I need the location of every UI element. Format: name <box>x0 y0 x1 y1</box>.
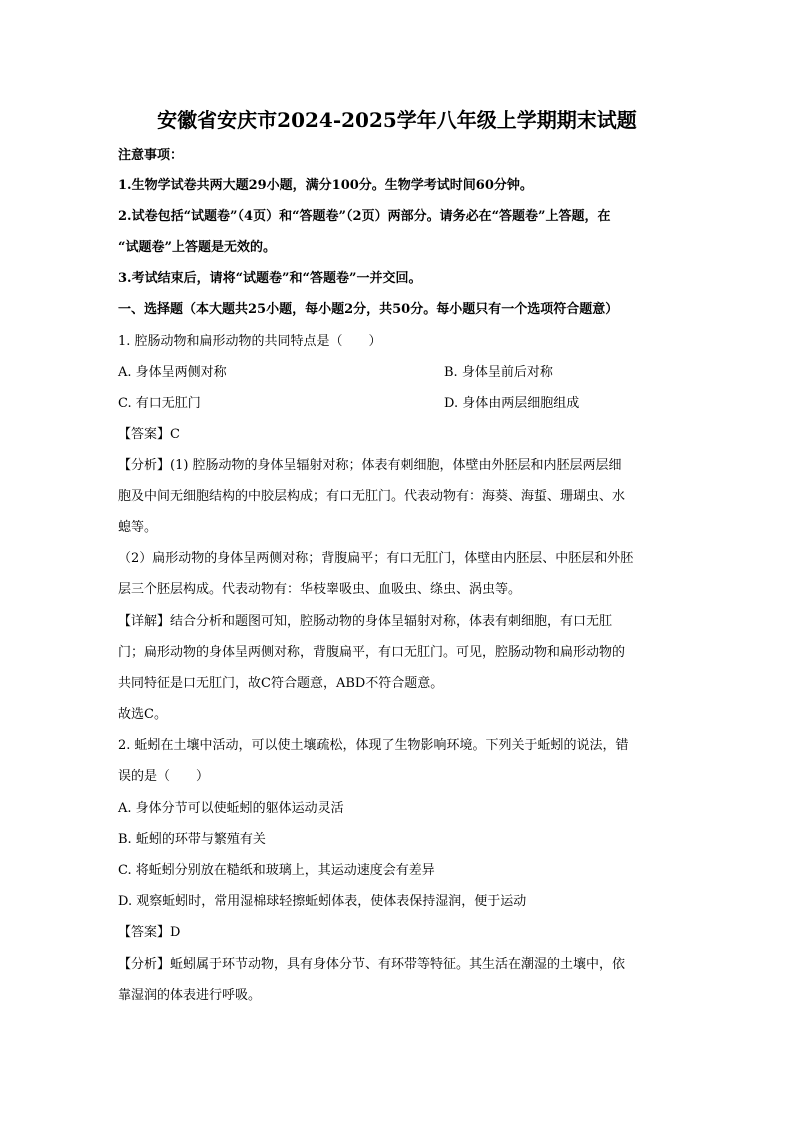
question-1-analysis-line: 层三个胚层构成。代表动物有：华枝睾吸虫、血吸虫、绦虫、涡虫等。 <box>118 582 522 597</box>
notice-item-1: 1.生物学试卷共两大题29小题，满分100分。生物学考试时间60分钟。 <box>118 178 533 193</box>
question-1-stem: 1. 腔肠动物和扁形动物的共同特点是（ ） <box>118 334 382 349</box>
question-2-option-a: A. 身体分节可以使蚯蚓的躯体运动灵活 <box>118 801 344 816</box>
question-2-option-d: D. 观察蚯蚓时，常用湿棉球轻擦蚯蚓体表，使体表保持湿润，便于运动 <box>118 894 527 909</box>
question-1-option-a: A. 身体呈两侧对称 <box>118 365 227 380</box>
notice-item-3: 3.考试结束后，请将“试题卷”和“答题卷”一并交回。 <box>118 271 422 286</box>
notice-heading: 注意事项： <box>118 148 184 163</box>
notice-item-2: 2.试卷包括“试题卷”（4页）和“答题卷”（2页）两部分。请务必在“答题卷”上答题，在 <box>118 209 611 224</box>
question-2-answer: 【答案】D <box>118 925 181 940</box>
page-title: 安徽省安庆市2024-2025学年八年级上学期期末试题 <box>157 108 637 132</box>
question-2-stem: 2. 蚯蚓在土壤中活动，可以使土壤疏松，体现了生物影响环境。下列关于蚯蚓的说法，错 <box>118 738 629 753</box>
question-1-detail-line: 门；扁形动物的身体呈两侧对称，背腹扁平，有口无肛门。可见，腔肠动物和扁形动物的 <box>118 645 626 660</box>
question-2-analysis-line: 【分析】蚯蚓属于环节动物，具有身体分节、有环带等特征。其生活在潮湿的土壤中，依 <box>118 957 626 972</box>
question-1-detail-line: 共同特征是口无肛门，故C符合题意，ABD不符合题意。 <box>118 676 444 691</box>
question-2-option-b: B. 蚯蚓的环带与繁殖有关 <box>118 832 266 847</box>
question-1-conclusion: 故选C。 <box>118 707 167 722</box>
question-1-analysis-line: 胞及中间无细胞结构的中胶层构成；有口无肛门。代表动物有：海葵、海蜇、珊瑚虫、水 <box>118 489 626 504</box>
question-1-analysis-line: 【分析】(1) 腔肠动物的身体呈辐射对称；体表有刺细胞，体壁由外胚层和内胚层两层细 <box>118 458 622 473</box>
question-1-option-c: C. 有口无肛门 <box>118 396 201 411</box>
question-1-option-d: D. 身体由两层细胞组成 <box>444 396 580 411</box>
question-1-analysis-line: （2）扁形动物的身体呈两侧对称；背腹扁平；有口无肛门，体壁由内胚层、中胚层和外胚 <box>118 551 634 566</box>
question-1-option-b: B. 身体呈前后对称 <box>444 365 553 380</box>
section-heading: 一、选择题（本大题共25小题，每小题2分，共50分。每小题只有一个选项符合题意） <box>118 302 619 317</box>
question-1-answer: 【答案】C <box>118 427 180 442</box>
notice-item-2-cont: “试题卷”上答题是无效的。 <box>118 240 276 255</box>
question-2-option-c: C. 将蚯蚓分别放在糙纸和玻璃上，其运动速度会有差异 <box>118 863 435 878</box>
question-1-analysis-line: 螅等。 <box>118 520 158 535</box>
question-1-detail-line: 【详解】结合分析和题图可知，腔肠动物的身体呈辐射对称，体表有刺细胞，有口无肛 <box>118 614 613 629</box>
question-2-analysis-line: 靠湿润的体表进行呼吸。 <box>118 988 262 1003</box>
question-2-stem-cont: 误的是（ ） <box>118 769 210 784</box>
